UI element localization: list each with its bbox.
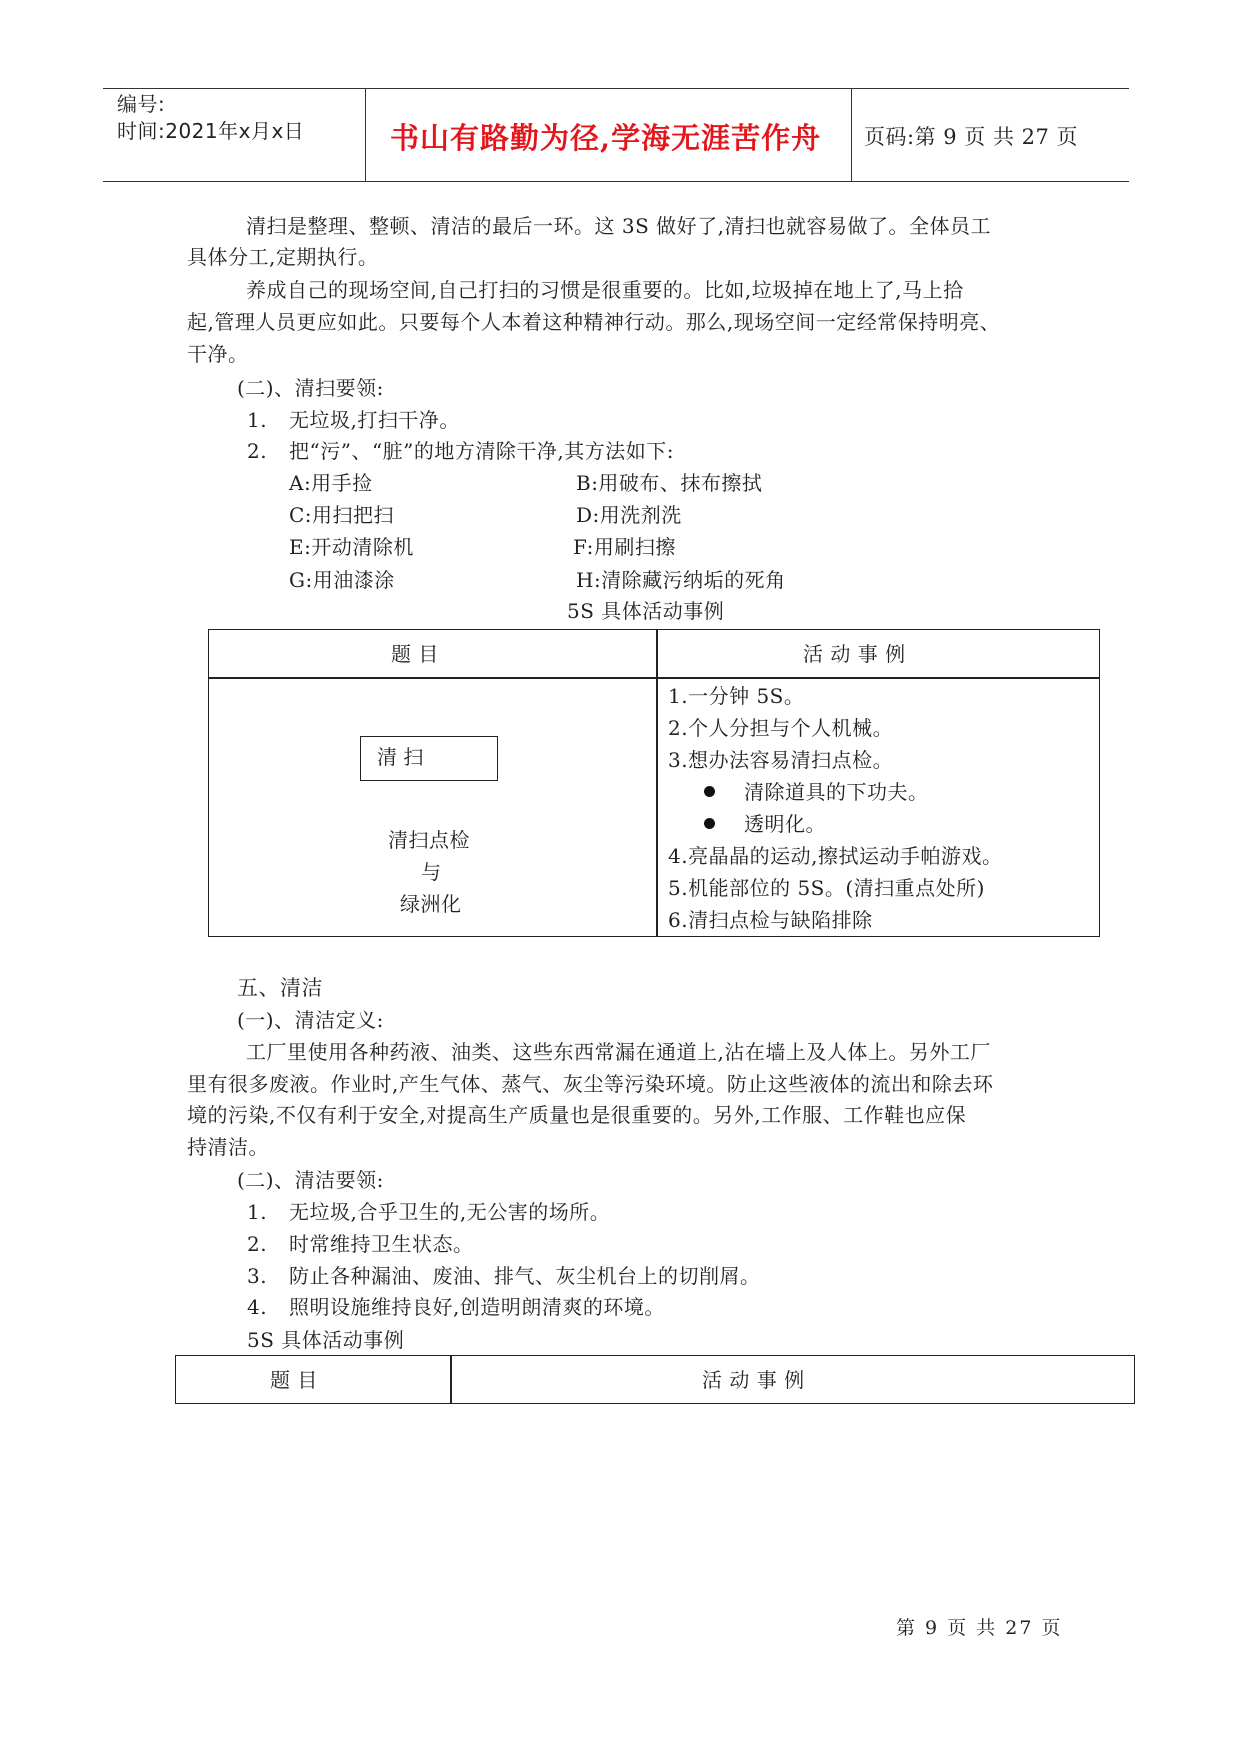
list-item: 照明设施维持良好,创造明朗清爽的环境。 (289, 1295, 665, 1319)
paragraph-line: 持清洁。 (187, 1135, 269, 1159)
paragraph-line: 工厂里使用各种药液、油类、这些东西常漏在通道上,沾在墙上及人体上。另外工厂 (246, 1040, 991, 1064)
page-footer: 第 9 页 共 27 页 (896, 1617, 1063, 1639)
table-column-rule (656, 629, 658, 937)
header-number-label: 编号: (117, 92, 166, 116)
table-header-activities: 活 动 事 例 (702, 1368, 805, 1392)
method-item: D:用洗剂洗 (576, 503, 682, 527)
paragraph-line: 清扫是整理、整顿、清洁的最后一环。这 3S 做好了,清扫也就容易做了。全体员工 (246, 214, 991, 238)
activity-subitem: 清除道具的下功夫。 (744, 780, 929, 804)
bullet-icon (704, 818, 715, 829)
list-item: 把“污”、“脏”的地方清除干净,其方法如下: (289, 439, 674, 463)
method-item: B:用破布、抹布擦拭 (576, 471, 763, 495)
method-item: E:开动清除机 (289, 535, 414, 559)
activity-item: 6.清扫点检与缺陷排除 (668, 908, 873, 932)
subject-box: 清 扫 (360, 736, 498, 781)
activity-item: 1.一分钟 5S。 (668, 684, 805, 708)
paragraph-line: 具体分工,定期执行。 (187, 245, 379, 269)
header-page-label: 页码:第 9 页 共 27 页 (864, 125, 1079, 149)
activity-subitem: 透明化。 (744, 812, 826, 836)
table-caption: 5S 具体活动事例 (567, 599, 725, 623)
table-header-rule (208, 677, 1100, 679)
paragraph-line: 境的污染,不仅有利于安全,对提高生产质量也是很重要的。另外,工作服、工作鞋也应保 (187, 1103, 967, 1127)
table-caption: 5S 具体活动事例 (247, 1328, 405, 1352)
paragraph-line: 起,管理人员更应如此。只要每个人本着这种精神行动。那么,现场空间一定经常保持明亮、 (187, 310, 1001, 334)
subject-line: 绿洲化 (400, 892, 462, 916)
table-header-subject: 题 目 (391, 642, 439, 666)
section-title: 五、清洁 (237, 976, 323, 1000)
list-item-number: 3. (247, 1264, 268, 1288)
bullet-icon (704, 786, 715, 797)
method-item: F:用刷扫擦 (573, 535, 676, 559)
list-item: 无垃圾,打扫干净。 (289, 408, 460, 432)
method-item: A:用手捡 (289, 471, 373, 495)
header-divider (365, 88, 366, 182)
activity-item: 3.想办法容易清扫点检。 (668, 748, 894, 772)
list-item-number: 4. (247, 1295, 268, 1319)
list-item-number: 1. (247, 408, 268, 432)
activity-item: 5.机能部位的 5S。(清扫重点处所) (668, 876, 985, 900)
method-item: H:清除藏污纳垢的死角 (576, 568, 786, 592)
subject-line: 清扫点检 (388, 828, 470, 852)
subheading: (一)、清洁定义: (237, 1008, 384, 1032)
activity-item: 2.个人分担与个人机械。 (668, 716, 894, 740)
header-bottom-rule (103, 181, 1129, 182)
list-item-number: 2. (247, 439, 268, 463)
paragraph-line: 干净。 (187, 342, 249, 366)
header-motto: 书山有路勤为径,学海无涯苦作舟 (390, 121, 822, 155)
table-header-activities: 活 动 事 例 (803, 642, 906, 666)
header-time-label: 时间:2021年x月x日 (117, 119, 305, 143)
activity-table (175, 1355, 1135, 1404)
table-header-subject: 题 目 (270, 1368, 318, 1392)
list-item: 防止各种漏油、废油、排气、灰尘机台上的切削屑。 (289, 1264, 761, 1288)
paragraph-line: 里有很多废液。作业时,产生气体、蒸气、灰尘等污染环境。防止这些液体的流出和除去环 (187, 1072, 994, 1096)
subheading: (二)、清扫要领: (237, 376, 384, 400)
method-item: G:用油漆涂 (289, 568, 395, 592)
list-item-number: 2. (247, 1232, 268, 1256)
list-item: 时常维持卫生状态。 (289, 1232, 474, 1256)
list-item-number: 1. (247, 1200, 268, 1224)
method-item: C:用扫把扫 (289, 503, 395, 527)
list-item: 无垃圾,合乎卫生的,无公害的场所。 (289, 1200, 611, 1224)
header-top-rule (103, 88, 1129, 89)
header-divider (851, 88, 852, 182)
paragraph-line: 养成自己的现场空间,自己打扫的习惯是很重要的。比如,垃圾掉在地上了,马上拾 (246, 278, 964, 302)
subject-line: 与 (421, 860, 442, 884)
subheading: (二)、清洁要领: (237, 1168, 384, 1192)
activity-item: 4.亮晶晶的运动,擦拭运动手帕游戏。 (668, 844, 1003, 868)
table-column-rule (450, 1355, 452, 1404)
